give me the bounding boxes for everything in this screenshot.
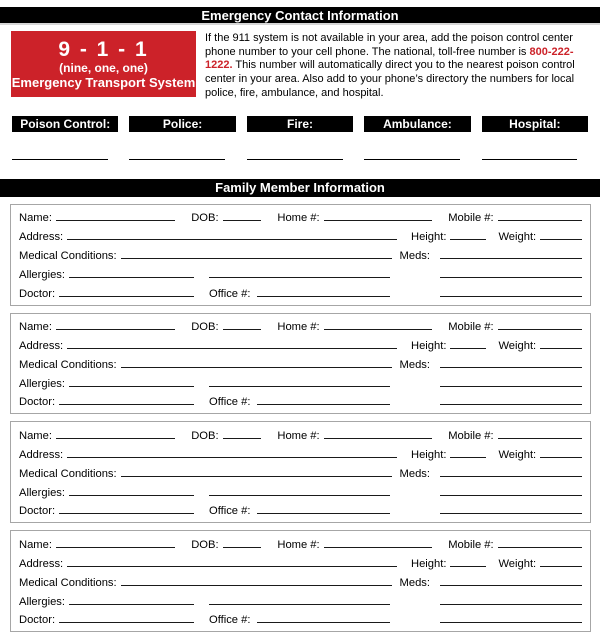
weight-field[interactable] [540, 347, 582, 349]
name-row [19, 532, 582, 551]
poison-control-phone-number: 800-222-1222. [205, 45, 574, 72]
name-field[interactable] [56, 219, 175, 221]
dob-field[interactable] [223, 437, 262, 439]
allergies-label: Allergies: [19, 595, 66, 608]
mobile-phone-field[interactable] [498, 437, 582, 439]
fire-label: Fire: [247, 116, 353, 132]
mobile-phone-label: Mobile #: [448, 321, 494, 334]
mobile-phone-label: Mobile #: [448, 430, 494, 443]
doctor-field[interactable] [59, 295, 194, 297]
allergies-label: Allergies: [19, 268, 66, 281]
medical-conditions-label: Medical Conditions: [19, 249, 117, 262]
address-label: Address: [19, 231, 64, 244]
mobile-phone-label: Mobile #: [448, 212, 494, 225]
meds-label: Meds: [399, 576, 430, 589]
home-phone-field[interactable] [324, 546, 433, 548]
medical-conditions-label: Medical Conditions: [19, 576, 117, 589]
intro-paragraph [205, 31, 591, 101]
dob-field[interactable] [223, 546, 262, 548]
office-phone-field[interactable] [257, 295, 390, 297]
doctor-group [19, 505, 194, 517]
nine-one-one-number: 9 - 1 - 1 [58, 38, 149, 61]
doctor-row [19, 390, 582, 409]
nine-one-one-spelled: (nine, one, one) [59, 61, 148, 75]
police-label: Police: [129, 116, 235, 132]
medical-conditions-field[interactable] [121, 584, 392, 586]
meds-field[interactable] [440, 475, 582, 477]
poison-control-label: Poison Control: [12, 116, 118, 132]
office-phone-label: Office #: [209, 396, 251, 409]
police-column [129, 116, 235, 160]
name-row [19, 206, 582, 225]
meds-field[interactable] [440, 584, 582, 586]
meds-field-line-2[interactable] [440, 603, 582, 605]
office-phone-label: Office #: [209, 505, 251, 518]
doctor-group [19, 396, 194, 408]
medical-conditions-field[interactable] [121, 366, 392, 368]
home-phone-label: Home #: [277, 430, 320, 443]
name-label: Name: [19, 321, 52, 334]
allergies-field-line-2[interactable] [209, 603, 390, 605]
family-member-block [10, 530, 591, 632]
meds-field[interactable] [440, 257, 582, 259]
allergies-group [19, 378, 194, 390]
weight-label: Weight: [498, 340, 537, 353]
doctor-group [19, 614, 194, 626]
medical-conditions-label: Medical Conditions: [19, 467, 117, 480]
allergies-field[interactable] [69, 276, 194, 278]
allergies-row [19, 480, 582, 499]
emergency-info-section [11, 31, 591, 101]
mobile-phone-field[interactable] [498, 546, 582, 548]
meds-field-line-2[interactable] [440, 276, 582, 278]
office-phone-label: Office #: [209, 287, 251, 300]
dob-field[interactable] [223, 328, 262, 330]
doctor-label: Doctor: [19, 505, 56, 518]
medical-conditions-label: Medical Conditions: [19, 358, 117, 371]
address-row [19, 551, 582, 570]
medical-conditions-row [19, 570, 582, 589]
doctor-field[interactable] [59, 403, 194, 405]
height-field[interactable] [450, 565, 486, 567]
doctor-label: Doctor: [19, 287, 56, 300]
office-phone-field[interactable] [257, 512, 390, 514]
mobile-phone-field[interactable] [498, 328, 582, 330]
meds-field-line-3[interactable] [440, 621, 582, 623]
name-label: Name: [19, 212, 52, 225]
hospital-field[interactable] [482, 159, 578, 160]
weight-field[interactable] [540, 238, 582, 240]
doctor-row [19, 499, 582, 518]
ambulance-column [364, 116, 470, 160]
meds-label: Meds: [399, 249, 430, 262]
height-label: Height: [410, 449, 447, 462]
address-field[interactable] [67, 347, 397, 349]
allergies-group [19, 487, 194, 499]
weight-label: Weight: [498, 449, 537, 462]
medical-conditions-field[interactable] [121, 257, 392, 259]
mobile-phone-label: Mobile #: [448, 539, 494, 552]
doctor-label: Doctor: [19, 396, 56, 409]
height-label: Height: [410, 558, 447, 571]
name-label: Name: [19, 430, 52, 443]
allergies-group [19, 596, 194, 608]
fire-field[interactable] [247, 159, 343, 160]
allergies-field-line-2[interactable] [209, 385, 390, 387]
address-label: Address: [19, 449, 64, 462]
emergency-contacts-row [12, 116, 588, 160]
dob-label: DOB: [191, 430, 219, 443]
meds-field-line-3[interactable] [440, 403, 582, 405]
family-member-block [10, 421, 591, 523]
address-label: Address: [19, 340, 64, 353]
ambulance-field[interactable] [364, 159, 460, 160]
intro-text-after: This number will automatically direct you to the nearest poison control center in your area. Also add to your phone’s directory the numbers for local police, fire, ambulance, and hospital. [205, 59, 575, 99]
meds-field-line-3[interactable] [440, 512, 582, 514]
page-title: Emergency Contact Information [0, 7, 600, 25]
family-section-title: Family Member Information [0, 179, 600, 197]
hospital-label: Hospital: [482, 116, 588, 132]
meds-field-line-2[interactable] [440, 385, 582, 387]
allergies-group [19, 269, 194, 281]
intro-text-before: If the 911 system is not available in your area, add the poison control center phone number to your cell phone. The national, toll-free number is [205, 32, 573, 58]
doctor-field[interactable] [59, 621, 194, 623]
allergies-field[interactable] [69, 603, 194, 605]
height-field[interactable] [450, 347, 486, 349]
meds-label: Meds: [399, 467, 430, 480]
name-field[interactable] [56, 546, 175, 548]
medical-conditions-row [19, 461, 582, 480]
doctor-row [19, 608, 582, 627]
meds-field-line-3[interactable] [440, 295, 582, 297]
height-field[interactable] [450, 238, 486, 240]
allergies-label: Allergies: [19, 486, 66, 499]
name-field[interactable] [56, 328, 175, 330]
allergies-field-line-2[interactable] [209, 276, 390, 278]
home-phone-field[interactable] [324, 219, 433, 221]
allergies-row [19, 371, 582, 390]
dob-label: DOB: [191, 539, 219, 552]
poison-control-field[interactable] [12, 159, 108, 160]
allergies-row [19, 589, 582, 608]
allergies-label: Allergies: [19, 377, 66, 390]
medical-conditions-row [19, 352, 582, 371]
family-member-block [10, 313, 591, 415]
weight-field[interactable] [540, 565, 582, 567]
office-phone-label: Office #: [209, 614, 251, 627]
ambulance-label: Ambulance: [364, 116, 470, 132]
address-row [19, 442, 582, 461]
home-phone-field[interactable] [324, 437, 433, 439]
address-label: Address: [19, 558, 64, 571]
doctor-field[interactable] [59, 512, 194, 514]
height-label: Height: [410, 231, 447, 244]
address-field[interactable] [67, 238, 397, 240]
address-field[interactable] [67, 456, 397, 458]
home-phone-label: Home #: [277, 212, 320, 225]
allergies-field[interactable] [69, 385, 194, 387]
doctor-row [19, 281, 582, 300]
name-label: Name: [19, 539, 52, 552]
weight-label: Weight: [498, 558, 537, 571]
allergies-field[interactable] [69, 494, 194, 496]
address-row [19, 224, 582, 243]
police-field[interactable] [129, 159, 225, 160]
fire-column [247, 116, 353, 160]
dob-field[interactable] [223, 219, 262, 221]
height-field[interactable] [450, 456, 486, 458]
hospital-column [482, 116, 588, 160]
family-blocks-container [0, 204, 600, 632]
height-label: Height: [410, 340, 447, 353]
meds-label: Meds: [399, 358, 430, 371]
allergies-field-line-2[interactable] [209, 494, 390, 496]
name-row [19, 315, 582, 334]
doctor-label: Doctor: [19, 614, 56, 627]
name-field[interactable] [56, 437, 175, 439]
address-field[interactable] [67, 565, 397, 567]
home-phone-field[interactable] [324, 328, 433, 330]
office-phone-field[interactable] [257, 403, 390, 405]
medical-conditions-field[interactable] [121, 475, 392, 477]
poison-control-column [12, 116, 118, 160]
medical-conditions-row [19, 243, 582, 262]
meds-field-line-2[interactable] [440, 494, 582, 496]
home-phone-label: Home #: [277, 539, 320, 552]
name-row [19, 423, 582, 442]
dob-label: DOB: [191, 212, 219, 225]
nine-one-one-caption: Emergency Transport System [11, 75, 196, 90]
weight-label: Weight: [498, 231, 537, 244]
doctor-group [19, 288, 194, 300]
family-member-block [10, 204, 591, 306]
address-row [19, 333, 582, 352]
nine-one-one-box [11, 31, 196, 97]
office-phone-field[interactable] [257, 621, 390, 623]
home-phone-label: Home #: [277, 321, 320, 334]
allergies-row [19, 262, 582, 281]
mobile-phone-field[interactable] [498, 219, 582, 221]
dob-label: DOB: [191, 321, 219, 334]
weight-field[interactable] [540, 456, 582, 458]
meds-field[interactable] [440, 366, 582, 368]
